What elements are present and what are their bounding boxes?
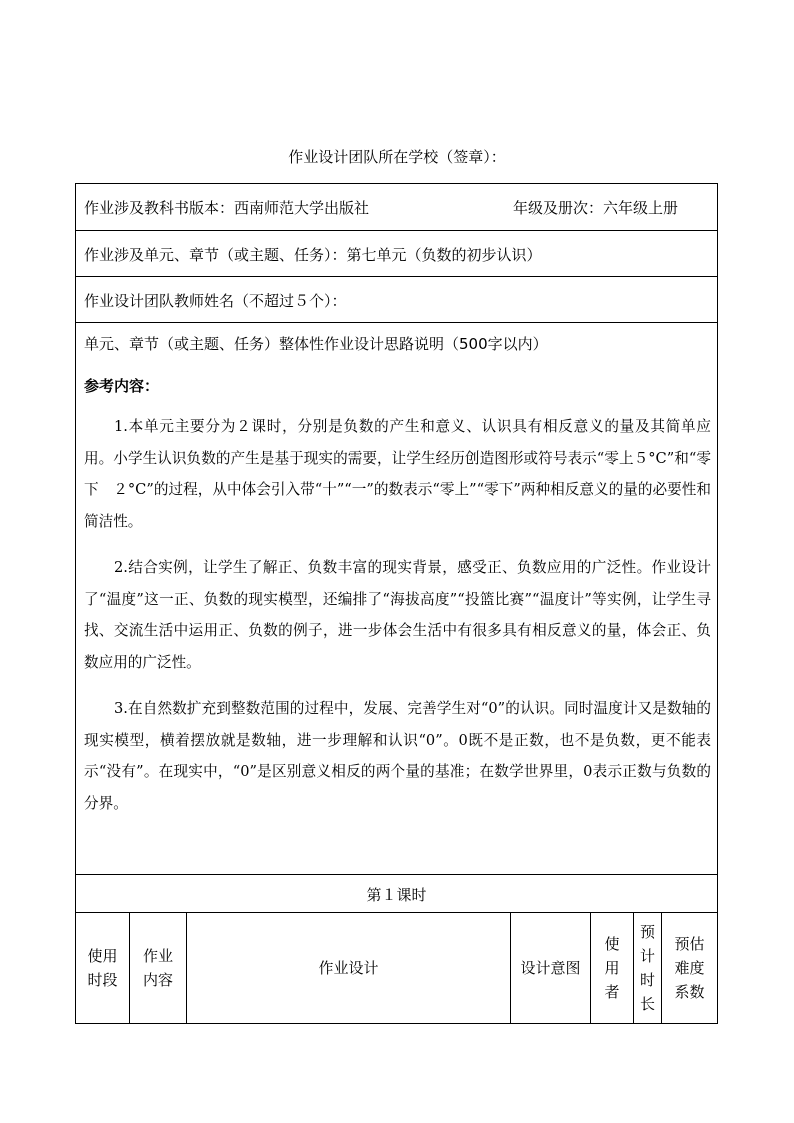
lesson-label: 第１课时 bbox=[366, 886, 427, 904]
reference-label: 参考内容： bbox=[84, 377, 160, 395]
header-user: 使用者 bbox=[591, 913, 634, 1023]
table-header-row bbox=[76, 913, 717, 1023]
header-content: 作业内容 bbox=[130, 913, 187, 1023]
header-duration: 预计时长 bbox=[634, 913, 662, 1023]
header-intent: 设计意图 bbox=[511, 913, 591, 1023]
teachers-row bbox=[76, 277, 717, 323]
header-difficulty: 预估难度系数 bbox=[674, 935, 705, 1001]
teacher-names: 作业设计团队教师姓名（不超过５个）： bbox=[84, 292, 347, 310]
design-idea-row bbox=[76, 323, 717, 875]
textbook-row bbox=[76, 184, 717, 231]
header-usage-period: 使用时段 bbox=[76, 913, 130, 1023]
header-design: 作业设计 bbox=[187, 913, 511, 1023]
paragraph-2: 2.结合实例，让学生了解正、负数丰富的现实背景，感受正、负数应用的广泛性。作业设计了“温度”这一正、负数的现实模型，还编排了“海拔高度”“投篮比赛”“温度计”等实例，让学生寻找、交流生活中运用正、负数的例子，进一步体会生活中有很多具有相反意义的量，体会正、负数应用的广泛性。 bbox=[84, 559, 711, 671]
school-title: 作业设计团队所在学校（签章）： bbox=[288, 148, 506, 166]
unit-row bbox=[76, 231, 717, 277]
homework-form-table bbox=[75, 183, 718, 1024]
unit-chapter: 作业涉及单元、章节（或主题、任务）：第七单元（负数的初步认识） bbox=[84, 246, 542, 264]
paragraph-1: 1.本单元主要分为２课时，分别是负数的产生和意义、认识具有相反意义的量及其简单应用。小学生认识负数的产生是基于现实的需要，让学生经历创造图形或符号表示“零上５°C”和“零下 ２°C”的过程，从中体会引入带“十”“一”的数表示“零上”“零下”两种相反意义的量的必要性和简洁性。 bbox=[84, 418, 711, 530]
textbook-version: 作业涉及教科书版本：西南师范大学出版社 bbox=[84, 199, 370, 217]
grade-volume: 年级及册次：六年级上册 bbox=[513, 199, 679, 217]
paragraph-3: 3.在自然数扩充到整数范围的过程中，发展、完善学生对“0”的认识。同时温度计又是数轴的现实模型，横着摆放就是数轴，进一步理解和认识“0”。0既不是正数，也不是负数，更不能表示“没有”。在现实中，“0”是区别意义相反的两个量的基准；在数学世界里，0表示正数与负数的分界。 bbox=[84, 700, 711, 812]
design-idea-heading: 单元、章节（或主题、任务）整体性作业设计思路说明（500字以内） bbox=[84, 335, 548, 353]
lesson-row bbox=[76, 875, 717, 913]
